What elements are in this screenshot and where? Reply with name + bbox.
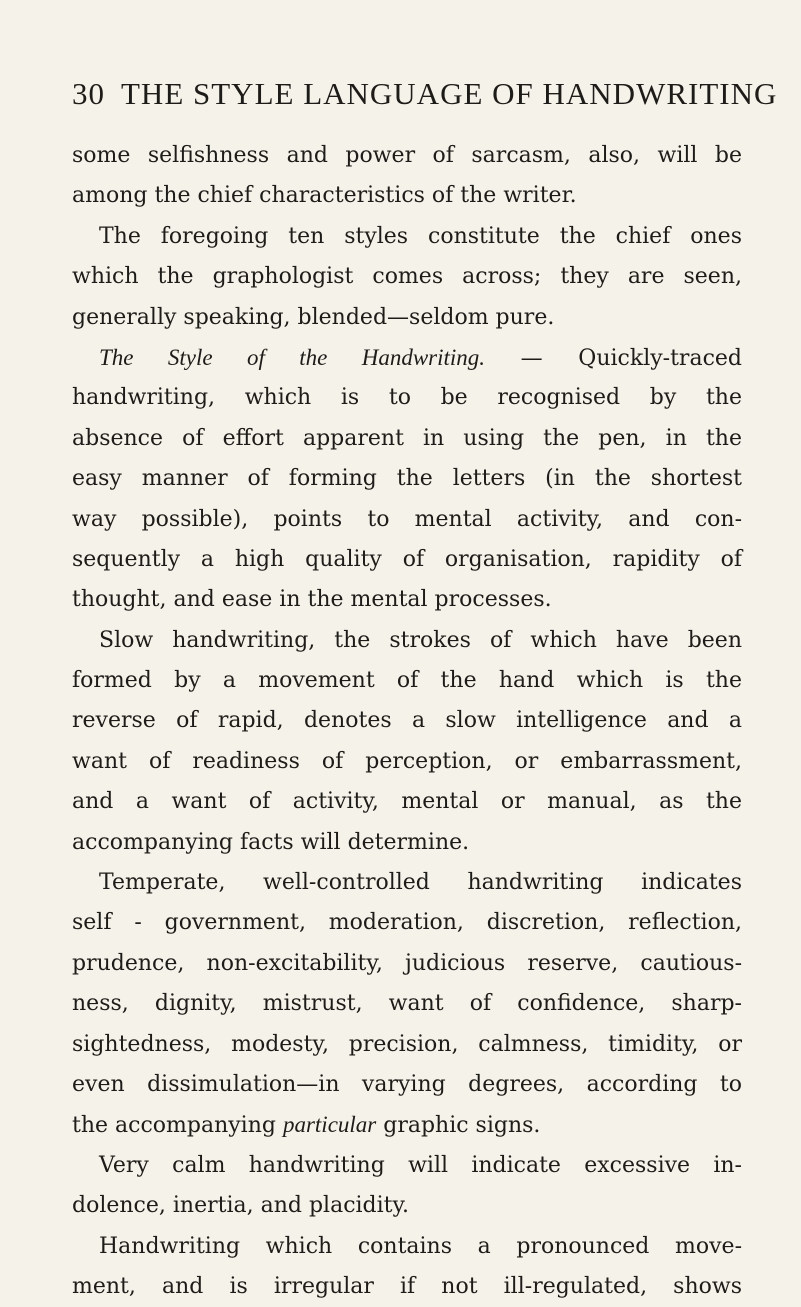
text-line: some selfishness and power of sarcasm, also, will be — [72, 143, 742, 168]
text-line: ment, and is irregular if not ill-regulated, shows — [72, 1273, 742, 1299]
running-title: THE STYLE LANGUAGE OF HANDWRITING — [121, 76, 778, 111]
text-line: ness, dignity, mistrust, want of confidence, sharp- — [72, 991, 742, 1017]
text-line: thought, and ease in the mental processes. — [72, 587, 552, 613]
text-line: which the graphologist comes across; they are seen, — [72, 264, 742, 290]
text-line: formed by a movement of the hand which is the — [72, 668, 742, 694]
text-line: the accompanying particular graphic signs. — [72, 1112, 541, 1139]
text-line: way possible), points to mental activity, and con- — [72, 506, 742, 532]
text-line: even dissimulation—in varying degrees, according to — [72, 1071, 742, 1097]
text-line: handwriting, which is to be recognised by the — [72, 385, 742, 411]
text-line: reverse of rapid, denotes a slow intelligence and a — [72, 708, 742, 734]
text-line: sightedness, modesty, precision, calmness, timidity, or — [72, 1031, 742, 1057]
text-line: Very calm handwriting will indicate excessive in- — [99, 1152, 742, 1178]
text-line: Handwriting which contains a pronounced move- — [99, 1233, 742, 1259]
text-line: Slow handwriting, the strokes of which have been — [99, 627, 742, 653]
emphasis: particular — [282, 1112, 377, 1138]
text-line: dolence, inertia, and placidity. — [72, 1193, 410, 1219]
text-line: sequently a high quality of organisation, rapidity of — [72, 546, 742, 572]
section-heading: The Style of the Handwriting. — [99, 344, 486, 370]
text-line: prudence, non-excitability, judicious reserve, cautious- — [72, 950, 742, 976]
text-line: generally speaking, blended—seldom pure. — [72, 304, 555, 330]
text-line: accompanying facts will determine. — [72, 829, 470, 855]
text-line: want of readiness of perception, or embarrassment, — [72, 748, 742, 774]
text-line: among the chief characteristics of the writer. — [72, 183, 577, 209]
text-line: self - government, moderation, discretion, reflection, — [72, 910, 742, 936]
section-heading-line: The Style of the Handwriting. — Quickly-traced — [99, 344, 742, 371]
text-line: and a want of activity, mental or manual, as the — [72, 789, 742, 815]
text-line: easy manner of forming the letters (in the shortest — [72, 466, 742, 492]
text-line: absence of effort apparent in using the pen, in the — [72, 425, 742, 451]
body-text — [72, 136, 742, 1307]
page-number: 30 — [72, 76, 105, 111]
text-line: Temperate, well-controlled handwriting indicates — [99, 870, 742, 896]
running-head — [72, 76, 777, 112]
text-line: The foregoing ten styles constitute the chief ones — [99, 223, 742, 249]
